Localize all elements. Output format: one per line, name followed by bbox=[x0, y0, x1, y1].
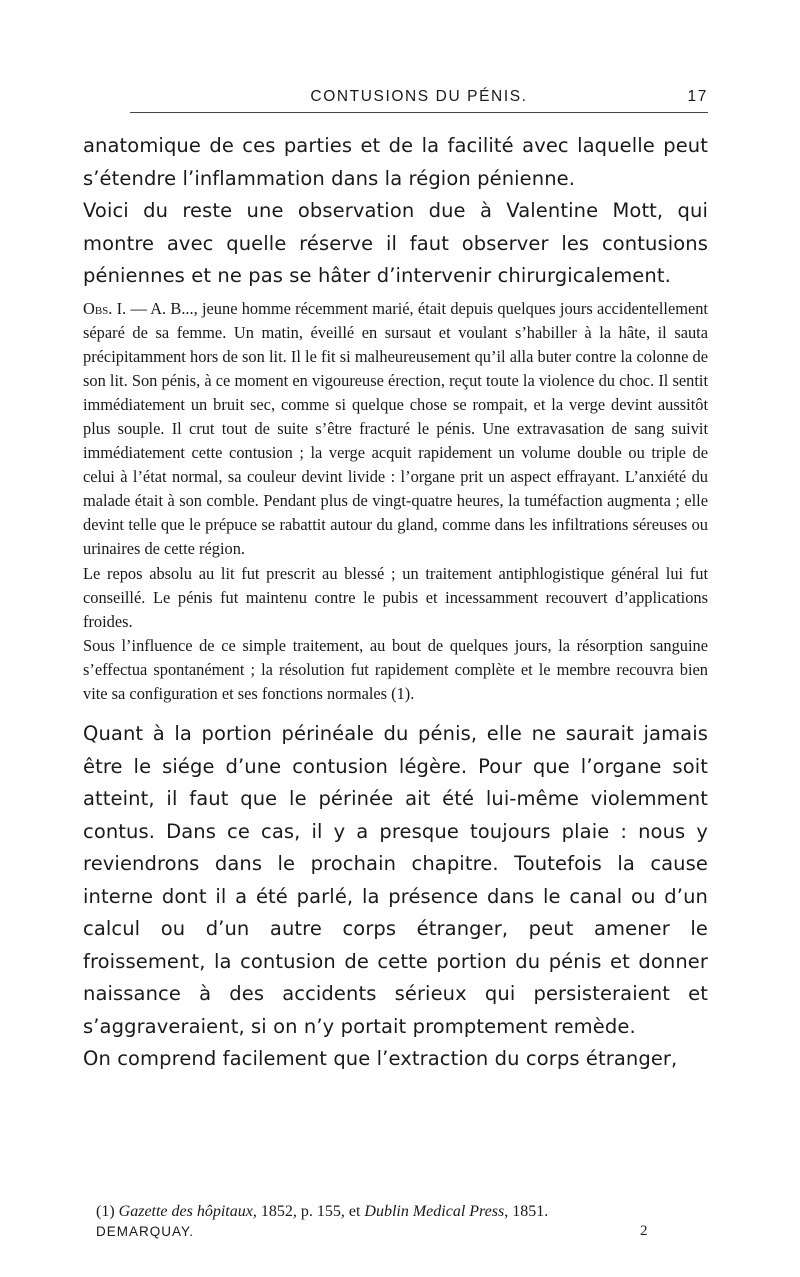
observation-block bbox=[83, 297, 708, 707]
footnote bbox=[96, 1201, 706, 1223]
paragraph-perineal-portion: Quant à la portion périnéale du pénis, elle ne saurait jamais être le siége d’une contusion légère. Pour que l’organe soit atteint, il faut que le périnée ait été lui-même violemment contus. Dans ce cas, il y a presque toujours plaie : nous y reviendrons dans le prochain chapitre. Toutefois la cause interne dont il a été parlé, la présence dans le canal ou d’un calcul ou d’un autre corps étranger, peut amener le froissement, la contusion de cette portion du pénis et donner naissance à des accidents sérieux qui persisteraient et s’aggraveraient, si on n’y portait promptement remède. bbox=[83, 722, 708, 1038]
running-head-title: CONTUSIONS DU PÉNIS. bbox=[310, 88, 528, 105]
observation-paragraph-3: Sous l’influence de ce simple traitement, au bout de quelques jours, la résorption sanguine s’effectua spontanément ; la résolution fut rapidement complète et le membre recouvra bien vite sa configuration et ses fonctions normales (1). bbox=[83, 635, 708, 703]
footnote-end: , 1851. bbox=[504, 1203, 549, 1220]
observation-paragraph-2: Le repos absolu au lit fut prescrit au blessé ; un traitement antiphlogistique général lui fut conseillé. Le pénis fut maintenu contre le pubis et incessamment recouvert d’applications froides. bbox=[83, 563, 708, 631]
paragraph-continuation: anatomique de ces parties et de la facilité avec laquelle peut s’étendre l’inflammation dans la région pénienne. bbox=[83, 134, 708, 190]
observation-paragraph-1 bbox=[83, 297, 708, 562]
paragraph-extraction: On comprend facilement que l’extraction du corps étranger, bbox=[83, 1047, 678, 1071]
signature-sheet-mark: 2 bbox=[640, 1223, 649, 1239]
footnote-source-dublin: Dublin Medical Press bbox=[364, 1203, 505, 1220]
footnote-middle: , 1852, p. 155, et bbox=[252, 1203, 365, 1220]
printer-signature bbox=[96, 1224, 656, 1239]
observation-label: Obs. I. bbox=[83, 298, 127, 318]
intro-paragraphs bbox=[83, 130, 708, 293]
paragraph-mott-intro: Voici du reste une observation due à Valentine Mott, qui montre avec quelle réserve il faut observer les contusions péniennes et ne pas se hâter d’intervenir chirurgicalement. bbox=[83, 199, 708, 287]
running-head bbox=[130, 88, 708, 113]
signature-author: DEMARQUAY. bbox=[96, 1224, 195, 1239]
observation-text-1: — A. B..., jeune homme récemment marié, était depuis quelques jours accidentellement séparé de sa femme. Un matin, éveillé en sursaut et voulant s’habiller à la hâte, il sauta précipitamment hors de son lit. Il le fit si malheureusement qu’il alla buter contre la colonne de son lit. Son pénis, à ce moment en vigoureuse érection, reçut toute la violence du choc. Il sentit immédiatement un bruit sec, comme si quelque chose se rompait, et la verge devint aussitôt plus souple. Il crut tout de suite s’être fracturé le pénis. Une extravasation de sang suivit immédiatement cette contusion ; la verge acquit rapidement un volume double ou triple de celui à l’état normal, sa couleur devint livide : l’organe prit un aspect effrayant. L’anxiété du malade était à son comble. Pendant plus de vingt-quatre heures, la tuméfaction augmenta ; elle devint telle que le prépuce se rabattit autour du gland, comme dans les infiltrations séreuses ou urinaires de cette région. bbox=[83, 298, 708, 559]
closing-paragraphs bbox=[83, 718, 708, 1076]
footnote-source-gazette: Gazette des hôpitaux bbox=[118, 1203, 253, 1220]
footnote-marker: (1) bbox=[96, 1203, 119, 1220]
body-text bbox=[83, 130, 708, 1076]
page-number: 17 bbox=[687, 88, 708, 105]
